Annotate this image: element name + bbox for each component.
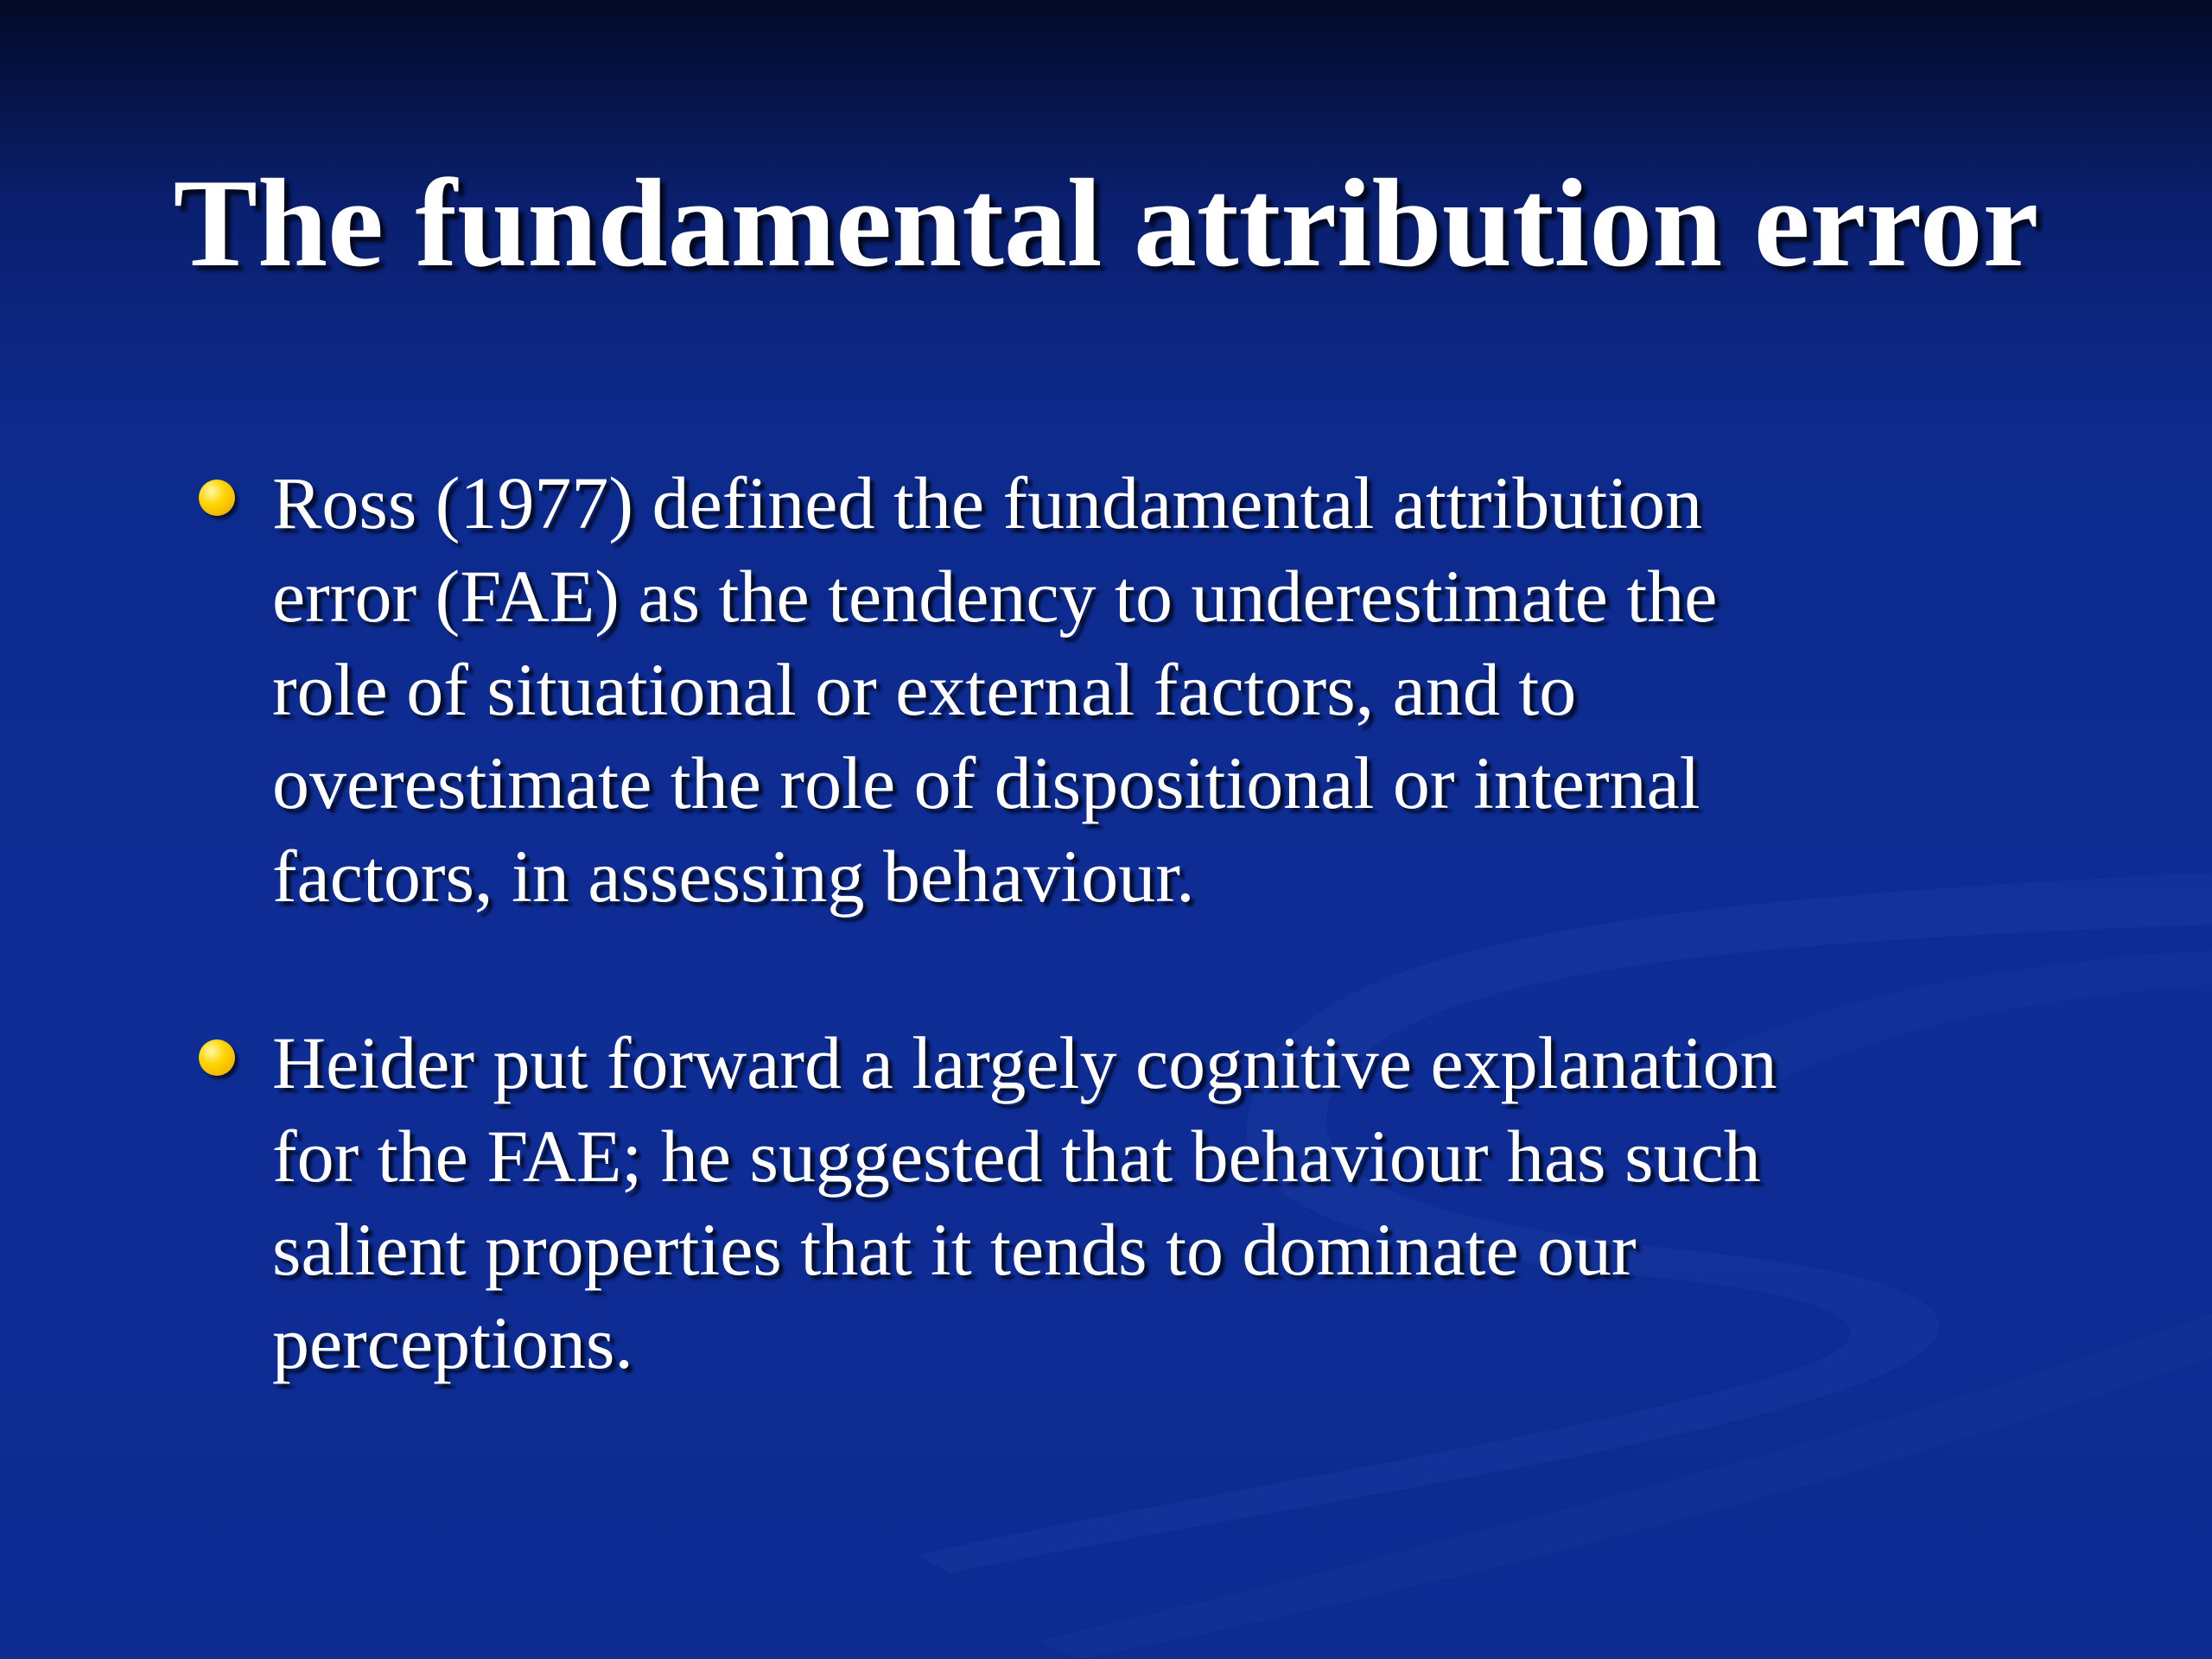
bullet-line: Heider put forward a largely cognitive explanation bbox=[272, 1021, 1777, 1104]
bullet-line: perceptions. bbox=[272, 1301, 633, 1384]
bullet-line: overestimate the role of dispositional or internal bbox=[272, 741, 1700, 824]
bullet-line: factors, in assessing behaviour. bbox=[272, 835, 1195, 918]
bullet-line: error (FAE) as the tendency to underestimate the bbox=[272, 555, 1718, 638]
bullet-line: Ross (1977) defined the fundamental attribution bbox=[272, 461, 1703, 544]
bullet-item bbox=[272, 456, 2000, 923]
bullet-list bbox=[272, 456, 2000, 1389]
bullet-line: salient properties that it tends to dominate our bbox=[272, 1208, 1637, 1291]
bullet-dot-icon bbox=[199, 480, 235, 516]
bullet-line: for the FAE; he suggested that behaviour has such bbox=[272, 1115, 1761, 1198]
bullet-line: role of situational or external factors, and to bbox=[272, 648, 1577, 731]
slide-title: The fundamental attribution error bbox=[173, 153, 2039, 293]
bullet-dot-icon bbox=[199, 1039, 235, 1076]
bullet-item bbox=[272, 1016, 2000, 1389]
